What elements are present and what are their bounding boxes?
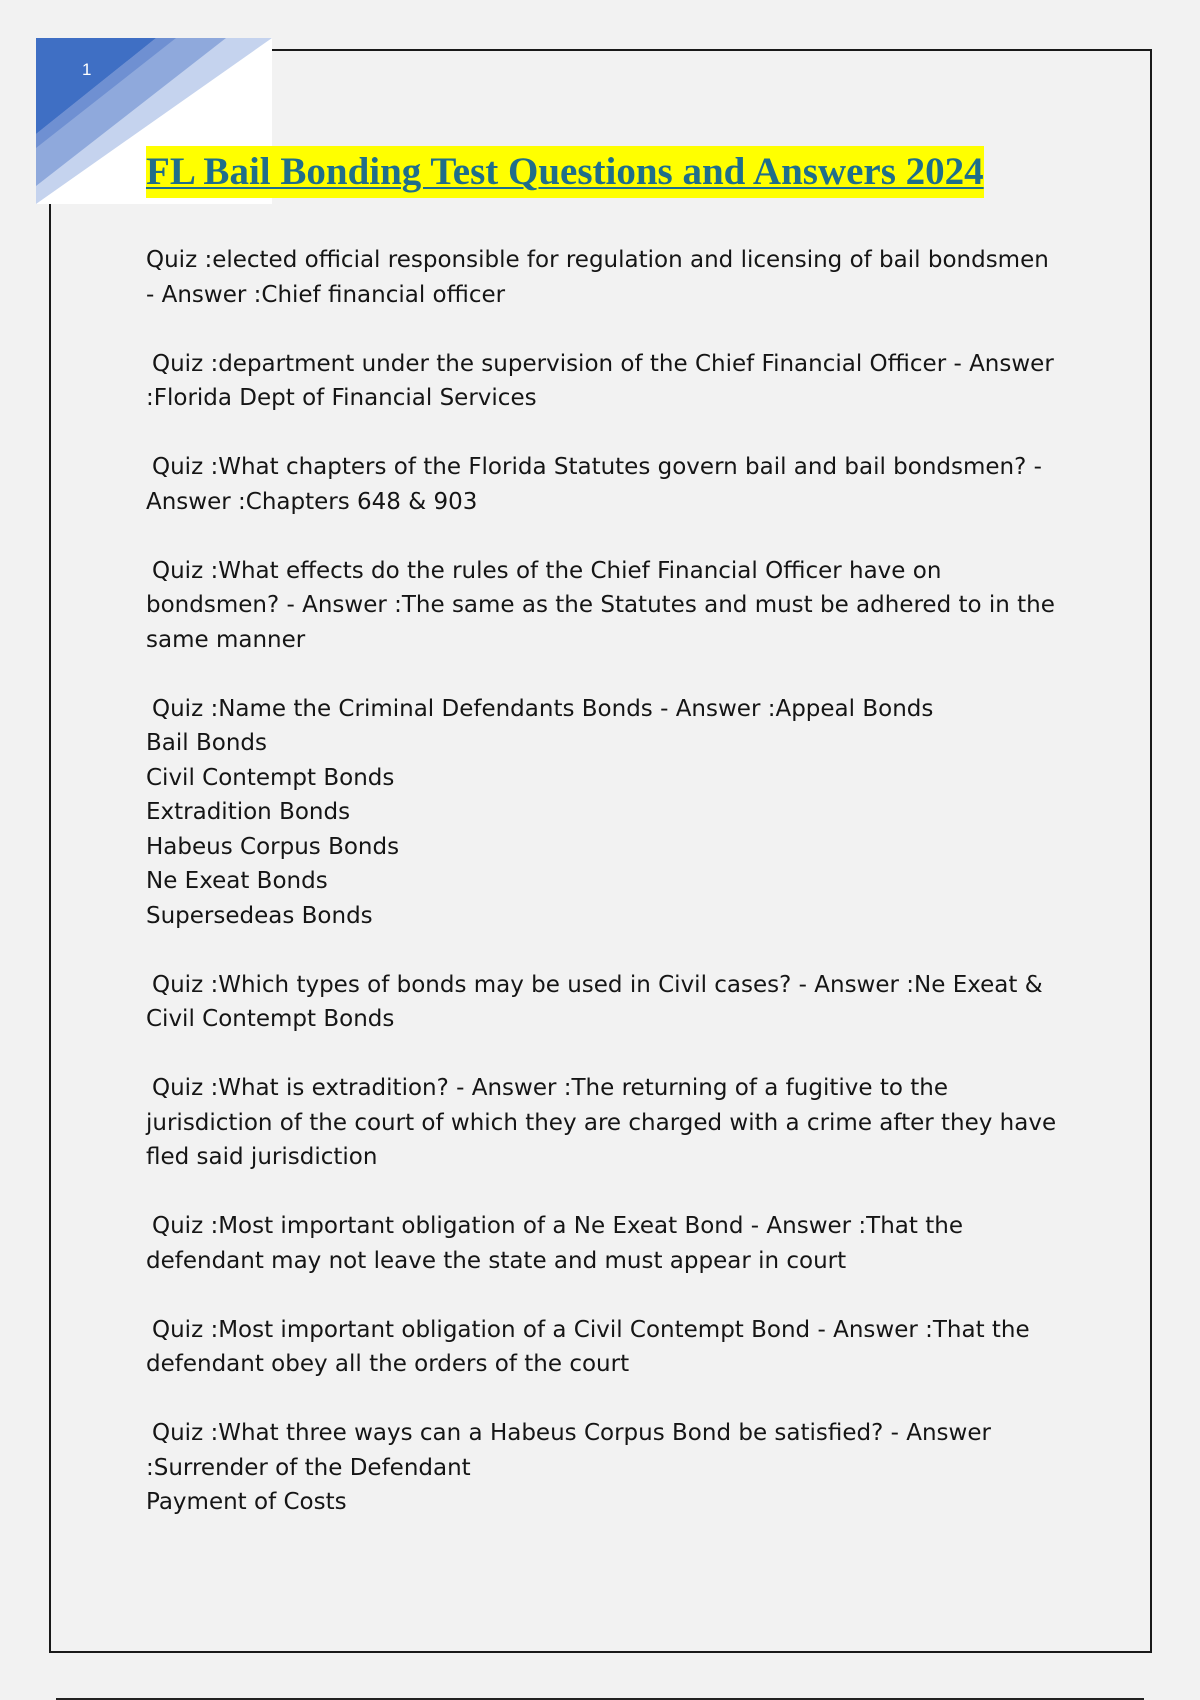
qa-item: Quiz :What effects do the rules of the Chief Financial Officer have on bondsmen? - Answer :The same as the Statutes and must be adhered to in the same manner — [146, 557, 1055, 653]
qa-item: Quiz :Which types of bonds may be used in Civil cases? - Answer :Ne Exeat & Civil Contempt Bonds — [146, 971, 1043, 1032]
qa-item: Quiz :What is extradition? - Answer :The returning of a fugitive to the jurisdiction of the court of which they are charged with a crime after they have fled said jurisdiction — [146, 1075, 1057, 1170]
page-number: 1 — [82, 60, 92, 79]
qa-item: Quiz :department under the supervision of the Chief Financial Officer - Answer :Florida Dept of Financial Services — [146, 350, 1054, 411]
qa-item: Quiz :What three ways can a Habeus Corpus Bond be satisfied? - Answer :Surrender of the Defendant Payment of Costs — [146, 1420, 991, 1515]
qa-item: Quiz :Most important obligation of a Civil Contempt Bond - Answer :That the defendant obey all the orders of the court — [146, 1316, 1030, 1377]
document-title: FL Bail Bonding Test Questions and Answers 2024 — [146, 146, 984, 198]
qa-item: Quiz :Name the Criminal Defendants Bonds - Answer :Appeal Bonds Bail Bonds Civil Contempt Bonds Extradition Bonds Habeus Corpus Bonds Ne Exeat Bonds Supersedeas Bonds — [146, 695, 934, 929]
qa-item: Quiz :Most important obligation of a Ne Exeat Bond - Answer :That the defendant may not leave the state and must appear in court — [146, 1213, 963, 1274]
qa-item: Quiz :elected official responsible for regulation and licensing of bail bondsmen - Answer :Chief financial officer — [146, 247, 1049, 308]
qa-item: Quiz :What chapters of the Florida Statutes govern bail and bail bondsmen? - Answer :Chapters 648 & 903 — [146, 454, 1042, 515]
qa-list — [146, 243, 1066, 1554]
